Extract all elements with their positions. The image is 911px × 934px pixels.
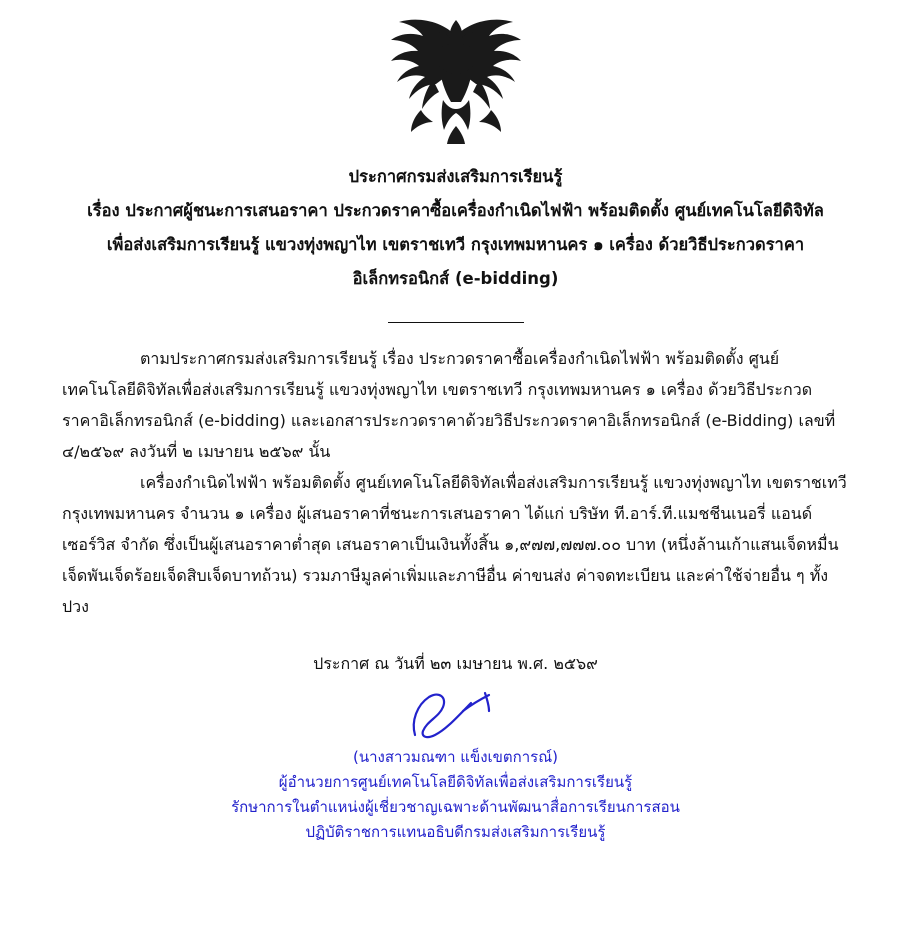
document-heading <box>62 160 849 296</box>
heading-line-4: อิเล็กทรอนิกส์ (e-bidding) <box>352 269 559 288</box>
signer-block <box>62 745 849 845</box>
signer-title-3: ปฏิบัติราชการแทนอธิบดีกรมส่งเสริมการเรียนรู้ <box>305 823 606 841</box>
body-paragraph-2: เครื่องกำเนิดไฟฟ้า พร้อมติดตั้ง ศูนย์เทคโนโลยีดิจิทัลเพื่อส่งเสริมการเรียนรู้ แขวงทุ่งพญาไท เขตราชเทวี กรุงเทพมหานคร จำนวน ๑ เครื่อง ผู้เสนอราคาที่ชนะการเสนอราคา ได้แก่ บริษัท ที.อาร์.ที.แมชชีนเนอรี่ แอนด์ เซอร์วิส จำกัด ซึ่งเป็นผู้เสนอราคาต่ำสุด เสนอราคาเป็นเงินทั้งสิ้น ๑,๙๗๗,๗๗๗.๐๐ บาท (หนึ่งล้านเก้าแสนเจ็ดหมื่นเจ็ดพันเจ็ดร้อยเจ็ดสิบเจ็ดบาทถ้วน) รวมภาษีมูลค่าเพิ่มและภาษีอื่น ค่าขนส่ง ค่าจดทะเบียน และค่าใช้จ่ายอื่น ๆ ทั้งปวง <box>62 473 847 616</box>
emblem-container <box>62 14 849 154</box>
heading-divider-container <box>62 322 849 323</box>
heading-divider <box>388 322 524 323</box>
handwritten-signature-icon <box>401 685 511 743</box>
garuda-emblem-icon <box>381 14 531 144</box>
heading-line-1: ประกาศกรมส่งเสริมการเรียนรู้ <box>348 167 563 186</box>
signer-name: (นางสาวมณฑา แข็งเขตการณ์) <box>353 748 558 766</box>
announcement-date: ประกาศ ณ วันที่ ๒๓ เมษายน พ.ศ. ๒๕๖๙ <box>313 654 598 673</box>
signer-title-2: รักษาการในตำแหน่งผู้เชี่ยวชาญเฉพาะด้านพัฒนาสื่อการเรียนการสอน <box>231 798 680 816</box>
signature-container <box>62 685 849 743</box>
body-paragraph-1: ตามประกาศกรมส่งเสริมการเรียนรู้ เรื่อง ประกวดราคาซื้อเครื่องกำเนิดไฟฟ้า พร้อมติดตั้ง ศูนย์เทคโนโลยีดิจิทัลเพื่อส่งเสริมการเรียนรู้ แขวงทุ่งพญาไท เขตราชเทวี กรุงเทพมหานคร ๑ เครื่อง ด้วยวิธีประกวดราคาอิเล็กทรอนิกส์ (e-bidding) และเอกสารประกวดราคาด้วยวิธีประกวดราคาอิเล็กทรอนิกส์ (e-Bidding) เลขที่ ๔/๒๕๖๙ ลงวันที่ ๒ เมษายน ๒๕๖๙ นั้น <box>62 349 836 461</box>
heading-line-3: เพื่อส่งเสริมการเรียนรู้ แขวงทุ่งพญาไท เขตราชเทวี กรุงเทพมหานคร ๑ เครื่อง ด้วยวิธีประกวดราคา <box>106 235 805 254</box>
heading-line-2: เรื่อง ประกาศผู้ชนะการเสนอราคา ประกวดราคาซื้อเครื่องกำเนิดไฟฟ้า พร้อมติดตั้ง ศูนย์เทคโนโลยีดิจิทัล <box>87 201 824 220</box>
signer-title-1: ผู้อำนวยการศูนย์เทคโนโลยีดิจิทัลเพื่อส่งเสริมการเรียนรู้ <box>278 773 633 791</box>
document-body <box>62 343 849 622</box>
